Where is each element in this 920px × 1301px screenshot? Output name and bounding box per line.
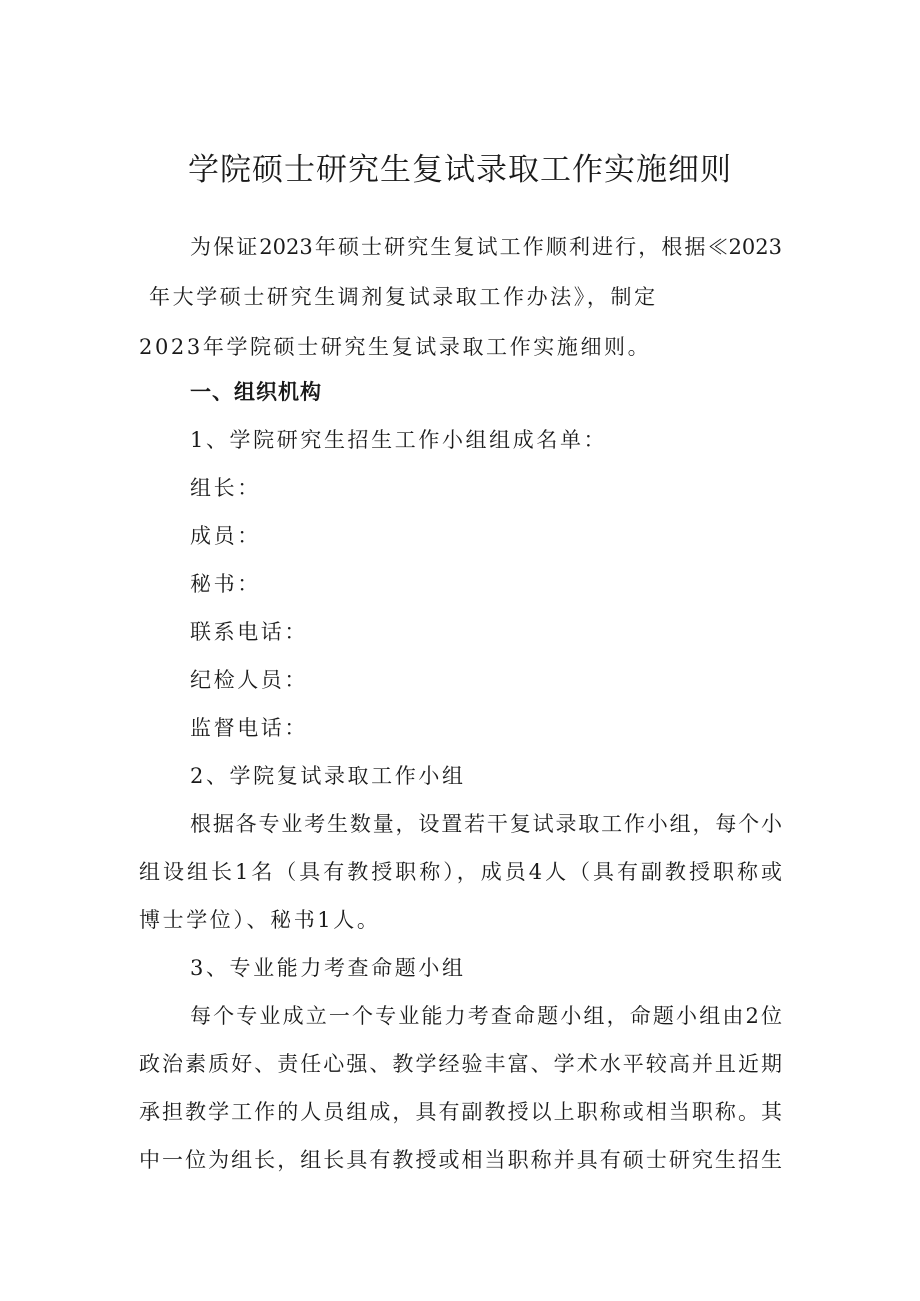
item-3-para-line-2: 政治素质好、责任心强、教学经验丰富、学术水平较高并且近期 [139,1052,782,1076]
item-3-para-line-3: 承担教学工作的人员组成，具有副教授以上职称或相当职称。其 [139,1100,782,1124]
field-secretary: 秘书： [190,572,261,596]
field-phone: 联系电话： [190,620,308,644]
item-2-para-line-1: 根据各专业考生数量，设置若干复试录取工作小组，每个小 [190,812,782,836]
intro-line-3: 2023年学院硕士研究生复试录取工作实施细则。 [139,335,652,359]
field-members: 成员： [190,524,261,548]
item-3-para-line-4: 中一位为组长，组长具有教授或相当职称并具有硕士研究生招生 [139,1148,782,1172]
field-supervision-phone: 监督电话： [190,716,308,740]
item-2-heading: 2、学院复试录取工作小组 [190,764,466,788]
item-2-para-line-3: 博士学位）、秘书1人。 [139,908,381,932]
section-1-heading: 一、组织机构 [190,380,322,404]
document-title: 学院硕士研究生复试录取工作实施细则 [188,152,732,188]
field-discipline: 纪检人员： [190,668,308,692]
field-leader: 组长： [190,476,261,500]
item-3-heading: 3、专业能力考查命题小组 [190,956,466,980]
intro-line-1: 为保证2023年硕士研究生复试工作顺利进行，根据≪2023 [190,235,782,259]
item-2-para-line-2: 组设组长1名（具有教授职称），成员4人（具有副教授职称或 [139,860,782,884]
intro-line-2: 年大学硕士研究生调剂复试录取工作办法》，制定 [149,285,658,309]
item-3-para-line-1: 每个专业成立一个专业能力考查命题小组，命题小组由2位 [190,1004,782,1028]
item-1-heading: 1、学院研究生招生工作小组组成名单： [190,428,608,452]
